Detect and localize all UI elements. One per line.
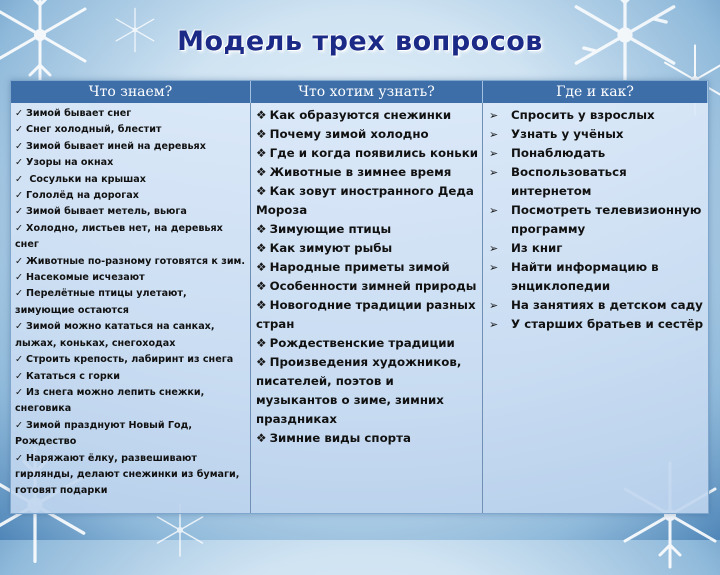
bullet-icon: ➢ (489, 166, 499, 179)
list-item (256, 334, 479, 353)
list-item-text: Сосульки на крышах (26, 173, 146, 185)
list-item (256, 182, 479, 220)
bullet-icon: ✓ (15, 124, 24, 136)
list-item (15, 204, 247, 220)
list-item (15, 106, 247, 122)
list-item-text: Из снега можно лепить снежки, снеговика (15, 386, 205, 415)
list-item-text: Холодно, листьев нет, на деревьях снег (15, 222, 223, 251)
list-item-text: Наряжают ёлку, развешивают гирлянды, делают снежинки из бумаги, готовят подарки (15, 452, 240, 497)
list-item (256, 296, 479, 334)
list-item-text: Где и когда появились коньки (269, 146, 478, 160)
bullet-icon: ❖ (256, 260, 267, 274)
bullet-icon: ➢ (489, 242, 499, 255)
list-item (15, 155, 247, 171)
list-item (256, 353, 479, 429)
list-item (15, 385, 247, 418)
list-item (256, 277, 479, 296)
list-item (489, 125, 705, 144)
bullet-icon: ❖ (256, 146, 267, 160)
bullet-icon: ➢ (489, 109, 499, 122)
list-item-text: Посмотреть телевизионную программу (511, 203, 702, 236)
list-item-text: Народные приметы зимой (269, 260, 450, 274)
list-item-text: Узоры на окнах (26, 157, 114, 169)
bullet-icon: ❖ (256, 241, 267, 255)
list-item-text: Животные в зимнее время (269, 165, 452, 179)
list-item (489, 163, 705, 201)
bullet-icon: ➢ (489, 261, 499, 274)
list-item-text: Зимой празднуют Новый Год, Рождество (15, 419, 193, 448)
list-item (489, 106, 705, 125)
bullet-icon: ❖ (256, 222, 267, 236)
list-item (256, 429, 479, 448)
list-item (15, 221, 247, 254)
bullet-icon: ❖ (256, 127, 267, 141)
list-item (489, 315, 705, 334)
bullet-icon: ✓ (15, 386, 24, 398)
bullet-icon: ✓ (15, 288, 24, 300)
bullet-icon: ❖ (256, 165, 267, 179)
list-item-text: Насекомые исчезают (26, 272, 145, 284)
bullet-icon: ❖ (256, 108, 267, 122)
list-item (256, 258, 479, 277)
list-item-text: Гололёд на дорогах (26, 190, 139, 202)
list-item-text: Зимой можно кататься на санках, лыжах, коньках, снегоходах (15, 321, 215, 349)
list-item-text: Зимой бывает иней на деревьях (26, 140, 206, 152)
bullet-icon: ✓ (15, 222, 24, 234)
page-title: Модель трех вопросов (177, 26, 543, 57)
list-item-text: Из книг (511, 241, 563, 255)
bullet-icon: ➢ (489, 318, 499, 331)
bullet-icon: ✓ (15, 354, 24, 366)
list-item (15, 172, 247, 188)
list-item (15, 122, 247, 138)
list-item (489, 201, 705, 239)
list-item (15, 139, 247, 155)
list-item-text: Почему зимой холодно (269, 127, 429, 141)
list-item (256, 239, 479, 258)
bullet-icon: ✓ (15, 140, 24, 152)
list-item-text: Кататься с горки (26, 370, 120, 382)
bullet-icon: ✓ (15, 419, 24, 431)
bullet-icon: ❖ (256, 355, 267, 369)
bullet-icon: ✓ (15, 272, 24, 284)
list-item (489, 296, 705, 315)
bullet-icon: ❖ (256, 431, 267, 445)
bullet-icon: ✓ (15, 173, 24, 185)
column-know (11, 103, 251, 513)
list-item-text: Зимой бывает метель, вьюга (26, 206, 187, 218)
list-item-text: Зимой бывает снег (26, 108, 132, 119)
bullet-icon: ✓ (15, 370, 24, 382)
list-item-text: Зимние виды спорта (269, 431, 411, 445)
list-item-text: Зимующие птицы (269, 222, 392, 236)
list-item (15, 352, 247, 368)
bullet-icon: ❖ (256, 184, 267, 198)
bullet-icon: ➢ (489, 299, 499, 312)
bullet-icon: ➢ (489, 128, 499, 141)
list-item-text: У старших братьев и сестёр (511, 317, 704, 331)
bullet-icon: ✓ (15, 452, 24, 464)
list-item-text: Животные по-разному готовятся к зим. (26, 255, 246, 267)
list-item-text: На занятиях в детском саду (511, 298, 703, 312)
list-item-text: Как зовут иностранного Деда Мороза (256, 184, 474, 217)
list-item (489, 258, 705, 296)
list-item-text: Строить крепость, лабиринт из снега (26, 354, 234, 366)
column-header-know: Что знаем? (11, 81, 251, 103)
list-item (15, 451, 247, 500)
list-item (15, 369, 247, 385)
list-item (15, 286, 247, 319)
bullet-icon: ❖ (256, 279, 267, 293)
bullet-icon: ➢ (489, 204, 499, 217)
list-item (15, 319, 247, 352)
list-item (256, 144, 479, 163)
list-item-text: Понаблюдать (511, 146, 606, 160)
list-item (256, 220, 479, 239)
bullet-icon: ✓ (15, 190, 24, 202)
list-item (256, 163, 479, 182)
bullet-icon: ✓ (15, 157, 24, 169)
list-item-text: Как зимуют рыбы (269, 241, 393, 255)
bullet-icon: ✓ (15, 321, 24, 333)
list-item (15, 418, 247, 451)
list-item-text: Узнать у учёных (511, 127, 624, 141)
column-header-want: Что хотим узнать? (251, 81, 483, 103)
bullet-icon: ✓ (15, 255, 24, 267)
bullet-icon: ✓ (15, 206, 24, 218)
bullet-icon: ➢ (489, 147, 499, 160)
list-item-text: Воспользоваться интернетом (511, 165, 627, 198)
list-item (256, 106, 479, 125)
list-item (489, 144, 705, 163)
list-item-text: Перелётные птицы улетают, зимующие остаются (15, 288, 187, 316)
column-want (251, 103, 483, 513)
list-item (15, 254, 247, 270)
list-item-text: Рождественские традиции (269, 336, 455, 350)
bullet-icon: ❖ (256, 336, 267, 350)
list-item-text: Снег холодный, блестит (26, 124, 162, 136)
list-item-text: Произведения художников, писателей, поэтов и музыкантов о зиме, зимних праздниках (256, 355, 462, 426)
column-where (483, 103, 708, 513)
list-item-text: Как образуются снежинки (269, 108, 452, 122)
list-item (489, 239, 705, 258)
list-item (256, 125, 479, 144)
bullet-icon: ❖ (256, 298, 267, 312)
list-item-text: Новогодние традиции разных стран (256, 298, 476, 331)
list-item-text: Найти информацию в энциклопедии (511, 260, 659, 293)
list-item (15, 270, 247, 286)
list-item-text: Спросить у взрослых (511, 108, 655, 122)
list-item-text: Особенности зимней природы (269, 279, 477, 293)
list-item (15, 188, 247, 204)
three-questions-table (10, 80, 709, 514)
bullet-icon: ✓ (15, 108, 24, 119)
column-header-where: Где и как? (483, 81, 708, 103)
